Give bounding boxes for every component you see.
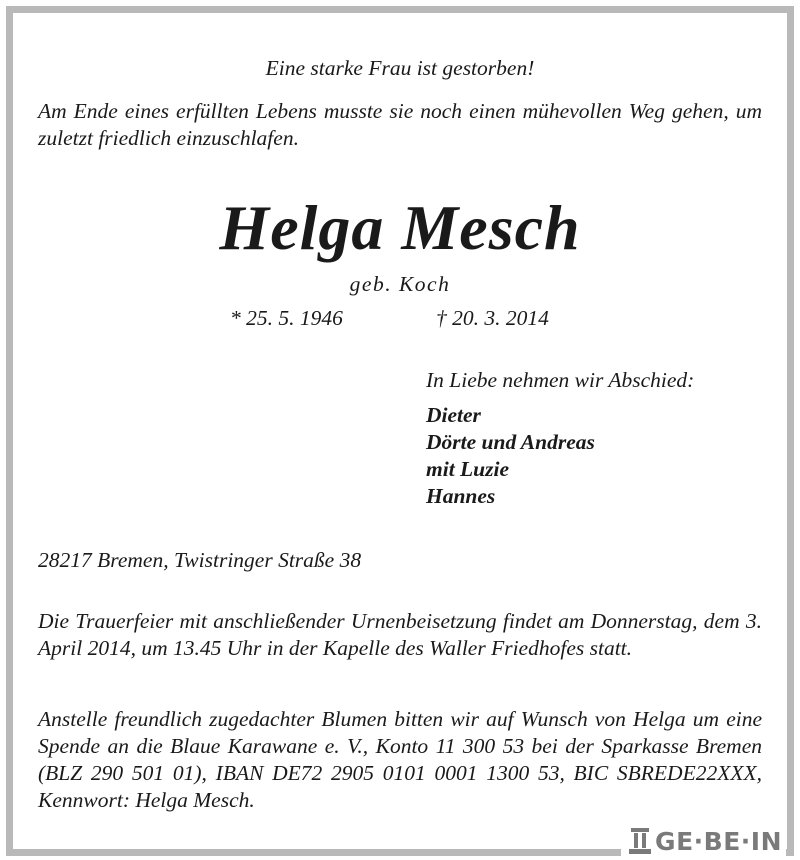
publisher-logo bbox=[621, 824, 786, 858]
address: 28217 Bremen, Twistringer Straße 38 bbox=[38, 548, 362, 572]
logo-text: GE·BE·IN bbox=[655, 826, 782, 856]
mourner-name: Dieter bbox=[426, 403, 481, 427]
deceased-name: Helga Mesch bbox=[219, 192, 581, 263]
notice-headline: Eine starke Frau ist gestorben! bbox=[265, 56, 535, 80]
mourners-list bbox=[426, 402, 595, 510]
pillar-logo-icon bbox=[629, 828, 651, 854]
death-date: † 20. 3. 2014 bbox=[436, 306, 549, 330]
notice-intro: Am Ende eines erfüllten Lebens musste sie noch einen mühevollen Weg gehen, um zuletzt friedlich einzuschlafen. bbox=[38, 99, 762, 150]
ceremony-info: Die Trauerfeier mit anschließender Urnenbeisetzung findet am Donnerstag, dem 3. April 2014, um 13.45 Uhr in der Kapelle des Waller Friedhofes statt. bbox=[38, 609, 762, 660]
mourner-name: Dörte und Andreas bbox=[426, 430, 595, 454]
farewell-line: In Liebe nehmen wir Abschied: bbox=[426, 368, 695, 392]
mourner-name: mit Luzie bbox=[426, 457, 510, 481]
mourner-name: Hannes bbox=[426, 484, 496, 508]
birth-date: * 25. 5. 1946 bbox=[230, 306, 343, 330]
maiden-name: geb. Koch bbox=[349, 272, 451, 296]
donation-request: Anstelle freundlich zugedachter Blumen bitten wir auf Wunsch von Helga um eine Spende an die Blaue Karawane e. V., Konto 11 300 53 bei der Sparkasse Bremen (BLZ 290 501 01), IBAN DE72 2905 0101 0001 1300 53, BIC SBREDE22XXX, Kennwort: Helga Mesch. bbox=[38, 707, 762, 812]
